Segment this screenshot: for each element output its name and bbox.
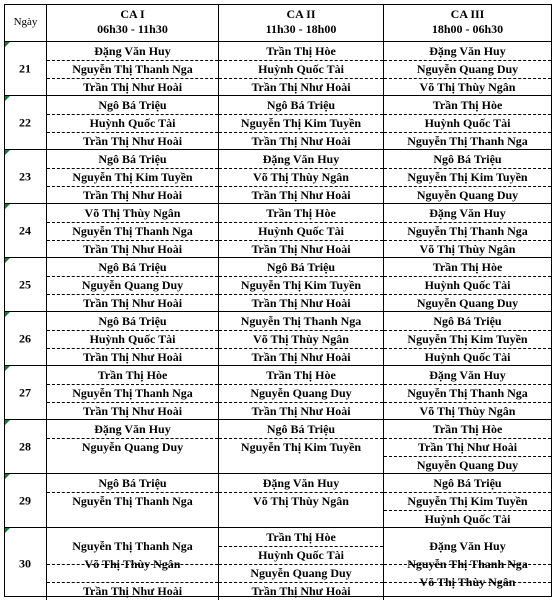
dashed-divider xyxy=(47,258,218,277)
staff-name: Ngô Bá Triệu xyxy=(98,98,167,112)
cell-corner-mark xyxy=(5,150,10,155)
staff-name: Trần Thị Như Hoài xyxy=(251,404,351,418)
day-cell xyxy=(5,312,45,365)
dashed-divider xyxy=(384,276,551,295)
staff-name: Nguyễn Quang Duy xyxy=(250,386,352,400)
shift-cell-1 xyxy=(46,474,218,527)
dashed-divider xyxy=(384,222,551,241)
dashed-divider xyxy=(219,168,383,187)
staff-name: Võ Thị Thùy Ngân xyxy=(419,575,516,589)
staff-name: Trần Thị Như Hoài xyxy=(82,296,183,310)
dashed-divider xyxy=(384,204,551,223)
day-row xyxy=(5,150,551,204)
staff-name: Nguyễn Thị Kim Tuyền xyxy=(407,494,528,508)
staff-name: Trần Thị Như Hoài xyxy=(251,80,351,94)
shift-3-name: CA III xyxy=(450,7,485,21)
shift-cell-3 xyxy=(383,474,551,527)
dashed-divider xyxy=(384,114,551,133)
staff-name: Võ Thị Thùy Ngân xyxy=(419,80,516,94)
staff-name: Trần Thị Như Hoài xyxy=(82,242,183,256)
dashed-divider xyxy=(47,96,218,115)
shift-cell-1 xyxy=(46,528,218,600)
dashed-divider xyxy=(47,60,218,79)
dashed-divider xyxy=(47,168,218,187)
shift-cell-1 xyxy=(46,366,218,419)
staff-name: Trần Thị Như Hoài xyxy=(417,440,518,454)
dashed-divider xyxy=(384,42,551,61)
shift-1-name: CA I xyxy=(120,7,145,21)
staff-name: Trần Thị Hòe xyxy=(432,260,503,274)
cell-corner-mark xyxy=(5,528,10,533)
dashed-divider xyxy=(384,330,551,349)
staff-name: Nguyễn Thị Kim Tuyền xyxy=(407,332,528,346)
staff-name: Ngô Bá Triệu xyxy=(98,260,167,274)
shift-cell-2 xyxy=(218,42,383,95)
header-day-cell xyxy=(5,5,46,41)
dashed-divider xyxy=(47,330,218,349)
day-row xyxy=(5,204,551,258)
staff-name: Võ Thị Thùy Ngân xyxy=(253,332,349,346)
dashed-divider xyxy=(219,114,383,133)
dashed-divider xyxy=(219,564,383,583)
dashed-divider xyxy=(219,474,383,493)
dashed-divider xyxy=(219,258,383,277)
shift-cell-2 xyxy=(218,474,383,527)
staff-name: Đặng Văn Huy xyxy=(429,44,506,58)
shift-cell-1 xyxy=(46,312,218,365)
dashed-divider xyxy=(384,312,551,331)
shift-cell-2 xyxy=(218,204,383,257)
dashed-divider xyxy=(219,312,383,331)
day-cell xyxy=(5,150,45,203)
dashed-divider xyxy=(47,312,218,331)
cell-corner-mark xyxy=(5,312,10,317)
shift-cell-3 xyxy=(383,420,551,473)
shift-2-name: CA II xyxy=(286,7,316,21)
shift-2-time: 11h30 - 18h00 xyxy=(265,22,337,36)
staff-name: Nguyễn Thị Thanh Nga xyxy=(72,494,193,508)
day-number: 25 xyxy=(19,277,31,291)
cell-corner-mark xyxy=(5,42,10,47)
day-number: 23 xyxy=(19,169,31,183)
dashed-divider xyxy=(384,438,551,457)
header-day-label: Ngày xyxy=(13,16,38,28)
dashed-divider xyxy=(219,276,383,295)
staff-name: Huỳnh Quốc Tài xyxy=(424,350,511,364)
staff-name: Trần Thị Hòe xyxy=(266,368,336,382)
shift-cell-3 xyxy=(383,96,551,149)
staff-name: Huỳnh Quốc Tài xyxy=(424,278,511,292)
dashed-divider xyxy=(219,528,383,547)
shift-cell-3 xyxy=(383,150,551,203)
day-cell xyxy=(5,366,45,419)
shift-cell-2 xyxy=(218,150,383,203)
dashed-divider xyxy=(384,60,551,79)
day-row xyxy=(5,42,551,96)
dashed-divider xyxy=(219,42,383,61)
day-cell xyxy=(5,474,45,527)
staff-name: Trần Thị Như Hoài xyxy=(82,188,183,202)
shift-roster-table xyxy=(4,4,552,597)
staff-name: Ngô Bá Triệu xyxy=(433,314,502,328)
day-row xyxy=(5,366,551,420)
shift-cell-1 xyxy=(46,42,218,95)
day-cell xyxy=(5,96,45,149)
shift-3-time: 18h00 - 06h30 xyxy=(431,22,504,36)
shift-1-time: 06h30 - 11h30 xyxy=(97,22,168,36)
staff-name: Nguyễn Thị Kim Tuyền xyxy=(240,116,362,130)
day-number: 29 xyxy=(19,493,31,507)
staff-name: Võ Thị Thùy Ngân xyxy=(253,170,349,184)
staff-name: Nguyễn Quang Duy xyxy=(416,62,519,76)
day-row xyxy=(5,420,551,474)
shift-cell-3 xyxy=(383,42,551,95)
staff-name: Nguyễn Thị Thanh Nga xyxy=(72,224,193,238)
shift-cell-1 xyxy=(46,258,218,311)
cell-corner-mark xyxy=(5,96,10,101)
staff-name: Nguyễn Quang Duy xyxy=(250,566,352,580)
dashed-divider xyxy=(384,168,551,187)
dashed-divider xyxy=(384,384,551,403)
day-number: 21 xyxy=(19,61,31,75)
shift-cell-3 xyxy=(383,312,551,365)
staff-name: Nguyễn Thị Thanh Nga xyxy=(72,539,193,553)
staff-name: Võ Thị Thùy Ngân xyxy=(84,206,181,220)
header-shift-2 xyxy=(218,5,383,41)
staff-name: Nguyễn Thị Thanh Nga xyxy=(240,314,362,328)
staff-name: Trần Thị Hòe xyxy=(432,422,503,436)
staff-name: Ngô Bá Triệu xyxy=(98,152,167,166)
shift-cell-3 xyxy=(383,204,551,257)
staff-name: Ngô Bá Triệu xyxy=(433,476,502,490)
dashed-divider xyxy=(47,366,218,385)
shift-cell-2 xyxy=(218,258,383,311)
shift-cell-3 xyxy=(383,528,551,600)
staff-name: Nguyễn Quang Duy xyxy=(416,458,519,472)
staff-name: Võ Thị Thùy Ngân xyxy=(419,404,516,418)
day-cell xyxy=(5,420,45,473)
shift-cell-1 xyxy=(46,204,218,257)
staff-name: Đặng Văn Huy xyxy=(429,206,506,220)
day-row xyxy=(5,528,551,600)
staff-name: Trần Thị Như Hoài xyxy=(82,80,183,94)
staff-name: Huỳnh Quốc Tài xyxy=(258,62,344,76)
staff-name: Trần Thị Như Hoài xyxy=(82,584,183,598)
day-row xyxy=(5,96,551,150)
shift-cell-1 xyxy=(46,96,218,149)
cell-corner-mark xyxy=(5,204,10,209)
dashed-divider xyxy=(384,96,551,115)
staff-name: Nguyễn Thị Kim Tuyền xyxy=(240,278,362,292)
staff-name: Đặng Văn Huy xyxy=(429,368,506,382)
cell-corner-mark xyxy=(5,258,10,263)
day-number: 22 xyxy=(19,115,31,129)
shift-cell-2 xyxy=(218,528,383,600)
staff-name: Ngô Bá Triệu xyxy=(266,422,336,436)
dashed-divider xyxy=(47,474,218,493)
day-row xyxy=(5,474,551,528)
day-cell xyxy=(5,204,45,257)
staff-name: Huỳnh Quốc Tài xyxy=(258,548,344,562)
dashed-divider xyxy=(219,546,383,565)
dashed-divider xyxy=(47,564,218,583)
staff-name: Nguyễn Thị Kim Tuyền xyxy=(407,170,528,184)
staff-name: Huỳnh Quốc Tài xyxy=(424,512,511,526)
staff-name: Trần Thị Như Hoài xyxy=(251,584,351,598)
dashed-divider xyxy=(384,258,551,277)
dashed-divider xyxy=(47,114,218,133)
shift-cell-2 xyxy=(218,96,383,149)
dashed-divider xyxy=(47,150,218,169)
dashed-divider xyxy=(47,546,218,565)
staff-name: Trần Thị Như Hoài xyxy=(251,296,351,310)
dashed-divider xyxy=(219,384,383,403)
cell-corner-mark xyxy=(5,366,10,371)
staff-name: Nguyễn Thị Thanh Nga xyxy=(407,134,528,148)
staff-name: Trần Thị Như Hoài xyxy=(82,134,183,148)
staff-name: Nguyễn Thị Thanh Nga xyxy=(407,224,528,238)
staff-name: Trần Thị Hòe xyxy=(97,368,168,382)
staff-name: Trần Thị Như Hoài xyxy=(251,242,351,256)
staff-name: Huỳnh Quốc Tài xyxy=(258,224,344,238)
staff-name: Huỳnh Quốc Tài xyxy=(89,116,176,130)
dashed-divider xyxy=(384,366,551,385)
day-number: 30 xyxy=(19,556,31,571)
dashed-divider xyxy=(47,42,218,61)
staff-name: Ngô Bá Triệu xyxy=(266,98,336,112)
dashed-divider xyxy=(47,204,218,223)
staff-name: Trần Thị Như Hoài xyxy=(251,350,351,364)
day-cell xyxy=(5,528,45,600)
shift-cell-1 xyxy=(46,150,218,203)
staff-name: Trần Thị Như Hoài xyxy=(82,404,183,418)
staff-name: Nguyễn Thị Kim Tuyền xyxy=(240,440,362,454)
dashed-divider xyxy=(384,474,551,493)
staff-name: Võ Thị Thùy Ngân xyxy=(84,557,181,571)
dashed-divider xyxy=(384,420,551,439)
dashed-divider xyxy=(219,60,383,79)
cell-corner-mark xyxy=(5,420,10,425)
staff-name: Trần Thị Như Hoài xyxy=(82,350,183,364)
day-row xyxy=(5,312,551,366)
cell-corner-mark xyxy=(5,474,10,479)
staff-name: Nguyễn Quang Duy xyxy=(416,296,519,310)
day-cell xyxy=(5,258,45,311)
header-shift-1 xyxy=(46,5,218,41)
dashed-divider xyxy=(219,420,383,439)
shift-cell-3 xyxy=(383,366,551,419)
dashed-divider xyxy=(384,492,551,511)
header-shift-3 xyxy=(383,5,551,41)
staff-name: Đặng Văn Huy xyxy=(429,539,506,553)
dashed-divider xyxy=(384,546,551,565)
table-body xyxy=(5,42,551,596)
staff-name: Nguyễn Thị Thanh Nga xyxy=(407,386,528,400)
dashed-divider xyxy=(47,384,218,403)
dashed-divider xyxy=(219,222,383,241)
staff-name: Võ Thị Thùy Ngân xyxy=(419,242,516,256)
day-number: 24 xyxy=(19,223,31,237)
dashed-divider xyxy=(219,366,383,385)
shift-cell-2 xyxy=(218,366,383,419)
staff-name: Ngô Bá Triệu xyxy=(433,152,502,166)
staff-name: Trần Thị Hòe xyxy=(266,530,336,544)
staff-name: Nguyễn Quang Duy xyxy=(81,440,184,454)
shift-cell-3 xyxy=(383,258,551,311)
staff-name: Trần Thị Như Hoài xyxy=(251,188,351,202)
dashed-divider xyxy=(219,330,383,349)
shift-cell-2 xyxy=(218,312,383,365)
staff-name: Võ Thị Thùy Ngân xyxy=(253,494,349,508)
dashed-divider xyxy=(47,276,218,295)
staff-name: Huỳnh Quốc Tài xyxy=(424,116,511,130)
staff-name: Ngô Bá Triệu xyxy=(266,260,336,274)
dashed-divider xyxy=(384,564,551,583)
staff-name: Nguyễn Quang Duy xyxy=(416,188,519,202)
staff-name: Ngô Bá Triệu xyxy=(98,476,167,490)
dashed-divider xyxy=(47,420,218,439)
day-row xyxy=(5,258,551,312)
staff-name: Trần Thị Như Hoài xyxy=(251,134,351,148)
staff-name: Nguyễn Quang Duy xyxy=(81,278,184,292)
dashed-divider xyxy=(219,96,383,115)
staff-name: Trần Thị Hòe xyxy=(266,44,336,58)
staff-name: Đặng Văn Huy xyxy=(262,476,340,490)
shift-cell-1 xyxy=(46,420,218,473)
shift-cell-2 xyxy=(218,420,383,473)
staff-name: Ngô Bá Triệu xyxy=(98,314,167,328)
dashed-divider xyxy=(384,150,551,169)
dashed-divider xyxy=(219,204,383,223)
table-header xyxy=(5,5,551,42)
staff-name: Nguyễn Thị Thanh Nga xyxy=(72,62,193,76)
dashed-divider xyxy=(219,150,383,169)
day-number: 27 xyxy=(19,385,31,399)
staff-name: Nguyễn Thị Thanh Nga xyxy=(72,386,193,400)
day-number: 26 xyxy=(19,331,31,345)
dashed-divider xyxy=(47,222,218,241)
day-cell xyxy=(5,42,45,95)
staff-name: Trần Thị Hòe xyxy=(266,206,336,220)
staff-name: Đặng Văn Huy xyxy=(94,422,171,436)
staff-name: Nguyễn Thị Thanh Nga xyxy=(407,557,528,571)
day-number: 28 xyxy=(19,439,31,453)
staff-name: Trần Thị Hòe xyxy=(432,98,503,112)
staff-name: Đặng Văn Huy xyxy=(262,152,340,166)
staff-name: Nguyễn Thị Kim Tuyền xyxy=(72,170,193,184)
staff-name: Huỳnh Quốc Tài xyxy=(89,332,176,346)
staff-name: Đặng Văn Huy xyxy=(94,44,171,58)
